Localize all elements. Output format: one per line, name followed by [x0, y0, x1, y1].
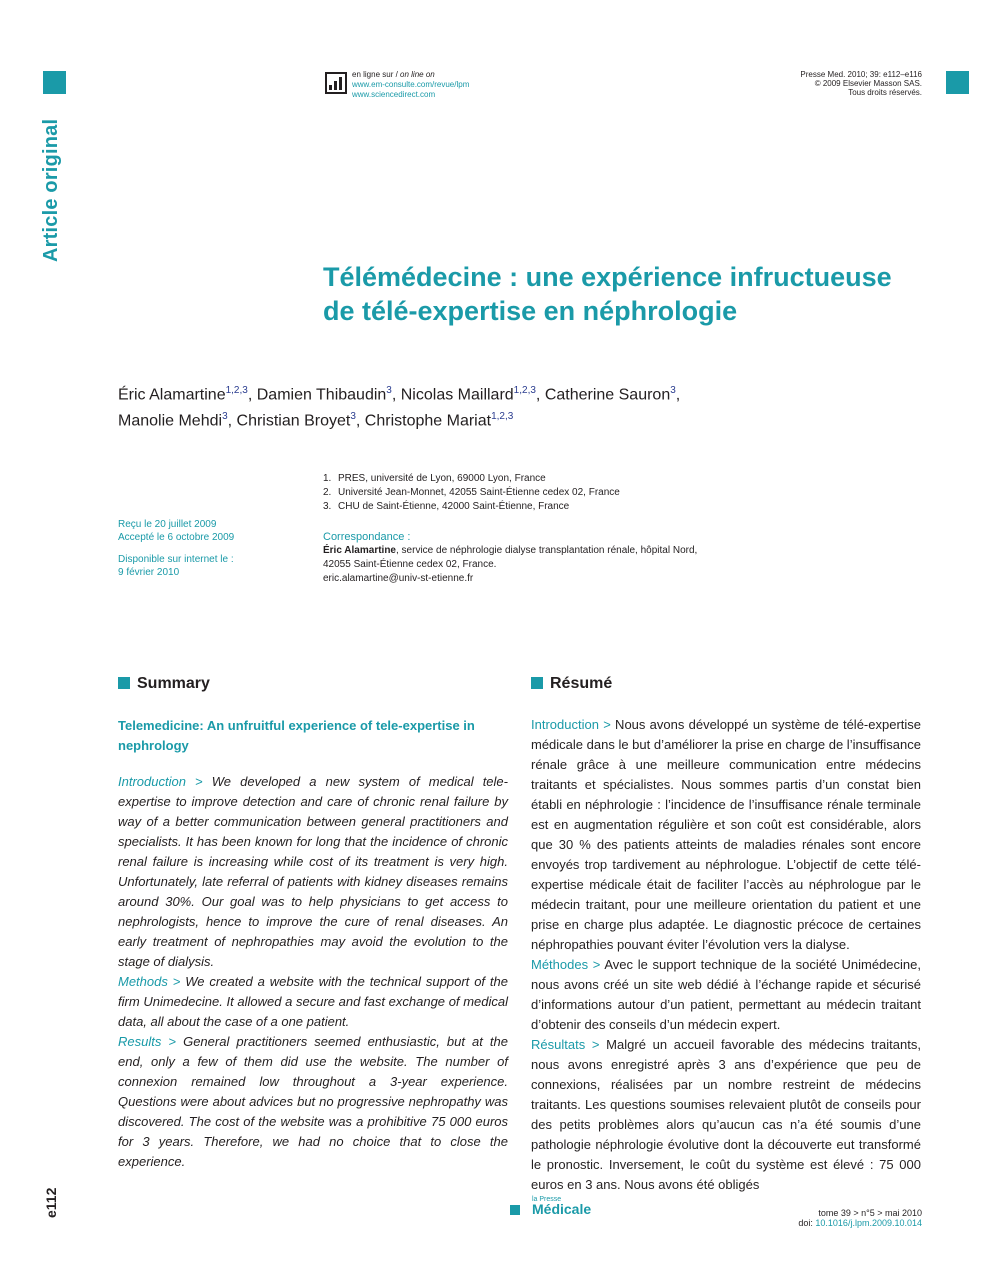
summary-intro-text: We developed a new system of medical tele-expertise to improve detection and care of chronic renal failure by way of a better communication between general practitioners and specialists. It has been known for long that the incidence of chronic renal failure is increasing while cost of its treatment is very high. Unfortunately, late referral of patients with kidney diseases remains around 30%. Our goal was to help physicians to get access to nephrologists, hence to improve the cure of renal diseases. An early treatment of nephropathies may avoid the evolution to the stage of dialysis. — [118, 774, 508, 969]
author-list: Éric Alamartine$^{1,2,3}$, Damien Thibaudin$^3$, Nicolas Maillard$^{1,2,3}$, Catherine Sauron$^3$, Manolie Mehdi$^3$, Christian Broyet$^3$, Christophe Mariat$^{1,2,3}$ — [118, 385, 681, 430]
journal-citation: Presse Med. 2010; 39: e112–e116 — [800, 70, 922, 79]
online-prefix-en: on line on — [400, 70, 435, 79]
accepted-date: Accepté le 6 octobre 2009 — [118, 532, 235, 543]
correspondence-heading: Correspondance : — [323, 531, 411, 543]
author-affil: 1,2,3 — [513, 385, 536, 396]
resume-results-label: Résultats > — [531, 1037, 600, 1052]
issue-info: tome 39 > n°5 > mai 2010 — [818, 1208, 922, 1218]
affiliations — [323, 472, 620, 514]
online-date: 9 février 2010 — [118, 567, 180, 578]
author: Nicolas Maillard — [400, 386, 514, 404]
author: Catherine Sauron — [544, 386, 671, 404]
corner-square-right — [946, 71, 969, 94]
online-logo-icon — [325, 72, 347, 94]
copyright: © 2009 Elsevier Masson SAS. — [814, 79, 922, 88]
affiliation-text: Université Jean-Monnet, 42055 Saint-Étienne cedex 02, France — [338, 487, 620, 498]
logo-small-text: la Presse — [532, 1196, 562, 1203]
affiliation-text: PRES, université de Lyon, 69000 Lyon, France — [338, 473, 546, 484]
section-marker-icon — [118, 677, 130, 689]
correspondence — [323, 530, 697, 586]
author-affil: 1,2,3 — [491, 411, 514, 423]
author-affil: 3 — [222, 411, 228, 423]
author: Christian Broyet — [236, 412, 351, 430]
affiliation-number: 2. — [323, 487, 332, 498]
correspondence-email[interactable]: eric.alamartine@univ-st-etienne.fr — [323, 573, 474, 584]
corner-square-left — [43, 71, 66, 94]
summary-introduction — [118, 772, 508, 972]
online-date-label: Disponible sur internet le : — [118, 554, 234, 565]
logo-square-icon — [510, 1205, 520, 1215]
summary-methods-text: We created a website with the technical support of the firm Unimedecine. It allowed a secure and fast exchange of medical data, all about the case of a one patient. — [118, 974, 508, 1029]
summary-results-label: Results > — [118, 1034, 177, 1049]
online-link-sciencedirect[interactable]: www.sciencedirect.com — [352, 90, 436, 99]
correspondence-name: Éric Alamartine — [323, 545, 396, 556]
footer-reference — [798, 1208, 922, 1228]
summary-heading — [118, 675, 210, 693]
author-affil: 3 — [350, 411, 356, 423]
summary-intro-label: Introduction > — [118, 774, 203, 789]
affiliation-item — [323, 500, 620, 514]
resume-methods-label: Méthodes > — [531, 957, 601, 972]
summary-subtitle: Telemedicine: An unfruitful experience of tele-expertise in nephrology — [118, 718, 475, 753]
author-affil: 3 — [386, 385, 392, 396]
resume-introduction — [531, 715, 921, 955]
author: Éric Alamartine — [118, 386, 226, 404]
affiliation-number: 3. — [323, 501, 332, 512]
author: Christophe Mariat — [364, 412, 492, 430]
author: Manolie Mehdi — [118, 412, 223, 430]
resume-body — [531, 715, 921, 1195]
page-number: e112 — [43, 1187, 59, 1218]
online-prefix: en ligne sur / — [352, 70, 401, 79]
resume-intro-text: Nous avons développé un système de télé-expertise médicale dans le but d’améliorer la prise en charge de l’insuffisance rénale grâce à une meilleure communication entre médecins traitants et spécialistes. Nous sommes partis d’un constat bien établi en néphrologie : l’incidence de l’insuffisance rénale terminale est en augmentation régulière et son coût est considérable, alors que 30 % des patients atteints de maladies rénales sont encore envoyés trop tardivement au néphrologue. L’objectif de cette télé-expertise médicale était de faciliter l’accès au néphrologue par le médecin traitant, pour une meilleure orientation du patient et une prise en charge plus adaptée. Le diagnostic précoce de certaines néphropathies pouvant éviter l’évolution vers la dialyse. — [531, 717, 921, 952]
doi-label: doi: — [798, 1218, 816, 1228]
resume-methods — [531, 955, 921, 1035]
section-marker-icon — [531, 677, 543, 689]
affiliation-number: 1. — [323, 473, 332, 484]
resume-intro-label: Introduction > — [531, 717, 611, 732]
journal-reference — [800, 70, 922, 97]
article-type-label: Article original — [40, 118, 62, 262]
title-line-1: Télémédecine : une expérience infructueuse — [323, 262, 892, 292]
rights: Tous droits réservés. — [848, 88, 922, 97]
online-link-emconsulte[interactable]: www.em-consulte.com/revue/lpm — [352, 80, 470, 89]
author: Damien Thibaudin — [256, 386, 387, 404]
article-dates — [118, 518, 234, 579]
affiliation-text: CHU de Saint-Étienne, 42000 Saint-Étienne, France — [338, 501, 570, 512]
summary-results — [118, 1032, 508, 1172]
affiliation-item — [323, 472, 620, 486]
received-date: Reçu le 20 juillet 2009 — [118, 519, 217, 530]
resume-heading-text: Résumé — [550, 675, 613, 692]
summary-methods-label: Methods > — [118, 974, 181, 989]
author-affil: 3 — [670, 385, 676, 396]
article-title — [323, 260, 943, 328]
resume-methods-text: Avec le support technique de la société Unimédecine, nous avons créé un site web dédié à l’échange rapide et sécurisé d’informations autour d’un patient, permettant au médecin traitant d’obtenir des conseils d’un médecin expert. — [531, 957, 921, 1032]
resume-results — [531, 1035, 921, 1195]
summary-results-text: General practitioners seemed enthusiastic, but at the end, only a few of them did use the website. The number of connexion remained low throughout a 3-year experience. Questions were about advices but no progressive nephropathy was discovered. The cost of the website was a prohibitive 75 000 euros for 3 years. Therefore, we had no choice that to close the experience. — [118, 1034, 508, 1169]
author-affil: 1,2,3 — [225, 385, 248, 396]
correspondence-address-1: , service de néphrologie dialyse transplantation rénale, hôpital Nord, — [396, 545, 698, 556]
title-line-2: de télé-expertise en néphrologie — [323, 296, 738, 326]
doi-link[interactable]: 10.1016/j.lpm.2009.10.014 — [815, 1218, 922, 1228]
correspondence-address-2: 42055 Saint-Étienne cedex 02, France. — [323, 559, 497, 570]
summary-methods — [118, 972, 508, 1032]
online-availability — [352, 70, 469, 100]
logo-big-text: Médicale — [532, 1201, 592, 1217]
resume-heading — [531, 675, 612, 693]
summary-body — [118, 772, 508, 1172]
affiliation-item — [323, 486, 620, 500]
resume-results-text: Malgré un accueil favorable des médecins traitants, nous avons enregistré après 3 ans d’expérience que peu de connexions, réalisées par un nombre restreint de médecins traitants. Les questions soumises relevaient plutôt de conseils pour des petits problèmes alors qu’aucun cas n’a été soumis d’une pathologie néphrologie évolutive dont la découverte eut transformé le pronostic. Inversement, le coût du système est élevé : 75 000 euros en 3 ans. Nous avons été obligés — [531, 1037, 921, 1192]
summary-heading-text: Summary — [137, 675, 210, 692]
